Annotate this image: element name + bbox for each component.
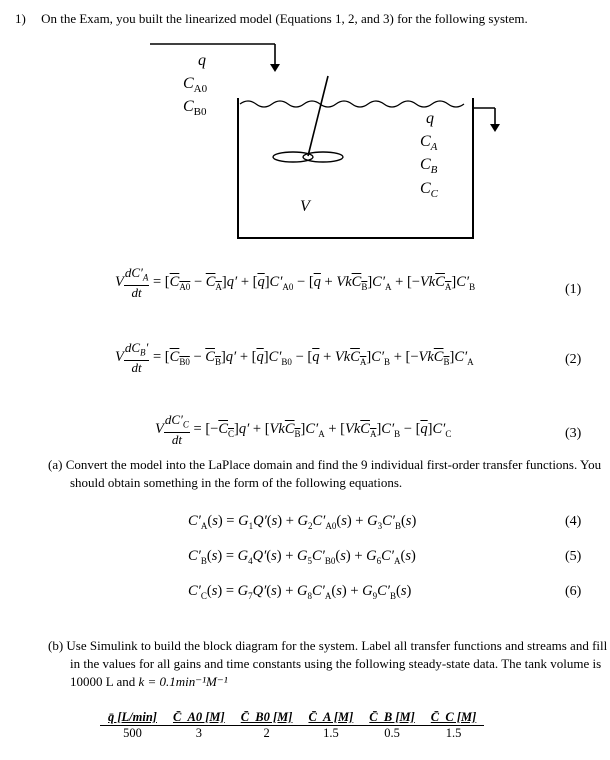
steady-state-header-row <box>100 710 484 726</box>
equation-4: $C'_A(s) = G_1Q'(s) + G_2C'_{A0}(s) + G_3C'_B(s)$ <box>188 513 417 531</box>
equation-3: V $\frac{dC'_C}{dt}$ = $[-C_C]q' + [VkC_B]C'_A + [VkC_A]C'_B - [\overline{q}]C'_C$ <box>155 412 452 447</box>
value-cb: 0.5 <box>384 726 400 740</box>
problem-intro-text: On the Exam, you built the linearized model (Equations 1, 2, and 3) for the following system. <box>41 11 528 26</box>
steady-state-value-row <box>100 726 484 742</box>
value-q: 500 <box>123 726 142 740</box>
equation-1: V $\frac{dC'_A}{dt}$ = $[C_{A0} - C_A]q' + [\overline{q}]C'_{A0} - [\overline{q} + VkC_B]C'_A + [-VkC_A]C'_B$ <box>115 265 476 300</box>
header-cb0: C̄_B0 [M] <box>233 710 301 726</box>
header-cc: C̄_C [M] <box>423 710 485 726</box>
stirrer-shaft <box>308 76 328 156</box>
equation-4-number: (4) <box>565 514 582 529</box>
value-cc: 1.5 <box>445 726 462 740</box>
inlet-label-ca0: $C_{A0}$ <box>183 75 208 96</box>
outlet-label-ca: $C_A$ <box>420 133 438 154</box>
value-cb0: 2 <box>263 726 270 740</box>
steady-state-table <box>100 710 484 741</box>
part-a <box>48 456 610 492</box>
part-a-text: Convert the model into the LaPlace domain and find the 9 individual first-order transfer functions. You should obtain something in the form of the following equations. <box>65 457 602 490</box>
outlet-label-cb: $C_B$ <box>420 156 438 177</box>
part-b-text: Use Simulink to build the block diagram for the system. Label all transfer functions and streams and fill in the values for all gains and time constants using the following steady-state data. The tank volume is 10000 L and <box>66 638 608 689</box>
tank-walls <box>238 98 473 238</box>
equation-6-number: (6) <box>565 584 582 599</box>
value-ca: 1.5 <box>323 726 339 740</box>
reactor-diagram <box>140 38 520 248</box>
header-ca0: C̄_A0 [M] <box>165 710 233 726</box>
inlet-label-cb0: $C_{B0}$ <box>183 98 207 119</box>
outlet-label-q: q <box>426 110 434 127</box>
outlet-label-cc: $C_C$ <box>420 180 439 201</box>
equation-1-number: (1) <box>565 282 582 297</box>
equation-2: V $\frac{dC_B'}{dt}$ = $[C_{B0} - C_B]q' + [\overline{q}]C'_{B0} - [\overline{q} + VkC_A]C'_B + [-VkC_B]C'_A$ <box>115 340 474 375</box>
outlet-arrow-head <box>490 124 500 132</box>
equation-5-number: (5) <box>565 549 582 564</box>
inlet-label-q: q <box>198 52 206 69</box>
part-b-label: (b) <box>48 638 64 653</box>
equation-6: $C'_C(s) = G_7Q'(s) + G_8C'_A(s) + G_9C'_B(s)$ <box>188 583 412 601</box>
impeller-blade-right <box>303 152 343 162</box>
part-b <box>48 637 610 691</box>
equation-2-number: (2) <box>565 352 582 367</box>
liquid-surface <box>240 101 464 107</box>
value-ca0: 3 <box>195 726 202 740</box>
equation-5: $C'_B(s) = G_4Q'(s) + G_5C'_{B0}(s) + G_6C'_A(s)$ <box>188 548 416 566</box>
inlet-arrow-head <box>270 64 280 72</box>
tank-volume-label: V <box>300 198 310 215</box>
problem-intro <box>15 10 605 28</box>
part-a-label: (a) <box>48 457 63 472</box>
header-ca: C̄_A [M] <box>300 710 361 726</box>
header-cb: C̄_B [M] <box>361 710 423 726</box>
part-b-k-expression: k = 0.1min⁻¹M⁻¹ <box>138 674 228 689</box>
problem-number: 1) <box>15 11 26 26</box>
steady-state-table-wrap <box>100 710 484 741</box>
header-q: q̄ [L/min] <box>100 710 165 726</box>
equation-3-number: (3) <box>565 426 582 441</box>
